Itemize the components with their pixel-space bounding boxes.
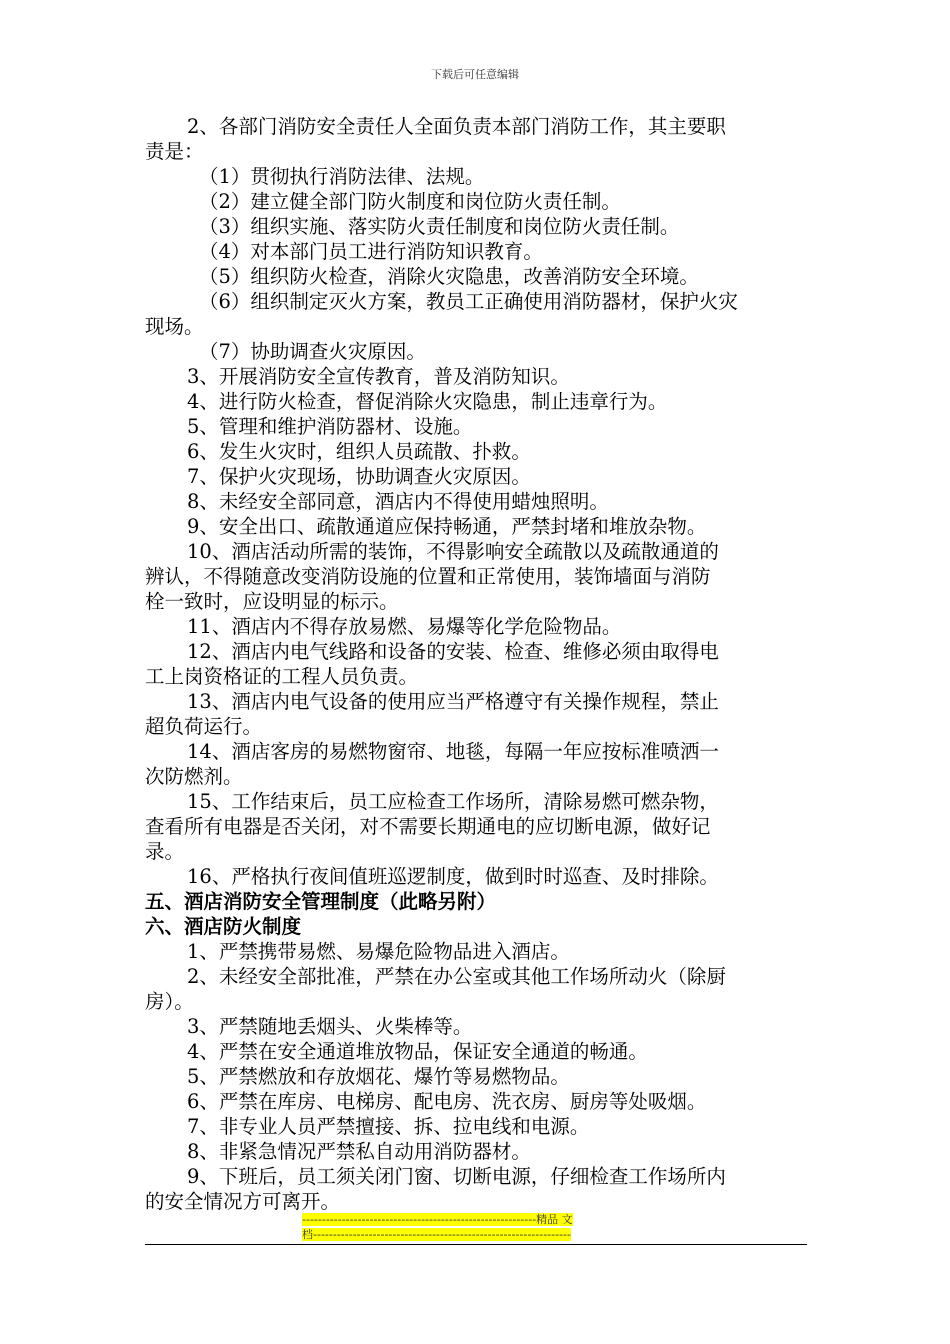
text-line: 现场。 xyxy=(145,315,204,338)
text-line: 15、工作结束后，员工应检查工作场所，清除易燃可燃杂物， xyxy=(187,790,719,813)
text-line: 超负荷运行。 xyxy=(145,715,263,738)
footer-note xyxy=(302,1212,647,1242)
text-line: 5、严禁燃放和存放烟花、爆竹等易燃物品。 xyxy=(187,1065,570,1088)
text-line: （7）协助调查火灾原因。 xyxy=(199,340,426,363)
text-line: 辨认，不得随意改变消防设施的位置和正常使用，装饰墙面与消防 xyxy=(145,565,711,588)
text-line: 6、严禁在库房、电梯房、配电房、洗衣房、厨房等处吸烟。 xyxy=(187,1090,707,1113)
text-line: 7、非专业人员严禁擅接、拆、拉电线和电源。 xyxy=(187,1115,590,1138)
text-line: 8、未经安全部同意，酒店内不得使用蜡烛照明。 xyxy=(187,490,609,513)
text-line: 9、下班后，员工须关闭门窗、切断电源，仔细检查工作场所内 xyxy=(187,1165,726,1188)
text-line: 工上岗资格证的工程人员负责。 xyxy=(145,665,419,688)
text-line: （4）对本部门员工进行消防知识教育。 xyxy=(199,240,543,263)
text-line: 14、酒店客房的易燃物窗帘、地毯，每隔一年应按标准喷洒一 xyxy=(187,740,719,763)
text-line: 10、酒店活动所需的装饰，不得影响安全疏散以及疏散通道的 xyxy=(187,540,719,563)
page-header: 下载后可任意编辑 xyxy=(431,68,519,81)
text-line: 6、发生火灾时，组织人员疏散、扑救。 xyxy=(187,440,531,463)
text-line: 房）。 xyxy=(145,990,194,1013)
document-body xyxy=(145,114,807,1214)
text-line: 4、进行防火检查，督促消除火灾隐患，制止违章行为。 xyxy=(187,390,668,413)
text-line: 12、酒店内电气线路和设备的安装、检查、维修必须由取得电 xyxy=(187,640,719,663)
text-line: 次防燃剂。 xyxy=(145,765,243,788)
text-line: 3、开展消防安全宣传教育，普及消防知识。 xyxy=(187,365,570,388)
text-line: 2、未经安全部批准，严禁在办公室或其他工作场所动火（除厨 xyxy=(187,965,726,988)
text-line: 16、严格执行夜间值班巡逻制度，做到时时巡查、及时排除。 xyxy=(187,865,719,888)
text-line: （6）组织制定灭火方案，教员工正确使用消防器材，保护火灾 xyxy=(199,290,738,313)
text-line: 13、酒店内电气设备的使用应当严格遵守有关操作规程，禁止 xyxy=(187,690,719,713)
text-line: 7、保护火灾现场，协助调查火灾原因。 xyxy=(187,465,531,488)
text-line: 2、各部门消防安全责任人全面负责本部门消防工作，其主要职 xyxy=(187,115,726,138)
footer-rule xyxy=(145,1244,807,1245)
text-line: （3）组织实施、落实防火责任制度和岗位防火责任制。 xyxy=(199,215,680,238)
text-line: 11、酒店内不得存放易燃、易爆等化学危险物品。 xyxy=(187,615,622,638)
footer-line-2: 档----------------------------------------------------------------- xyxy=(302,1228,572,1241)
section-heading: 六、酒店防火制度 xyxy=(145,915,302,938)
text-line: （1）贯彻执行消防法律、法规。 xyxy=(199,165,485,188)
text-line: 8、非紧急情况严禁私自动用消防器材。 xyxy=(187,1140,531,1163)
section-heading: 五、酒店消防安全管理制度（此略另附） xyxy=(145,890,497,913)
text-line: 责是： xyxy=(145,140,204,163)
footer-line-1: -----------------------------------------------------------精品 文 xyxy=(302,1213,573,1226)
text-line: 9、安全出口、疏散通道应保持畅通，严禁封堵和堆放杂物。 xyxy=(187,515,707,538)
text-line: 5、管理和维护消防器材、设施。 xyxy=(187,415,473,438)
text-line: 4、严禁在安全通道堆放物品，保证安全通道的畅通。 xyxy=(187,1040,648,1063)
text-line: 录。 xyxy=(145,840,185,863)
text-line: 查看所有电器是否关闭，对不需要长期通电的应切断电源，做好记 xyxy=(145,815,711,838)
text-line: 1、严禁携带易燃、易爆危险物品进入酒店。 xyxy=(187,940,570,963)
text-line: 3、严禁随地丢烟头、火柴棒等。 xyxy=(187,1015,473,1038)
text-line: （5）组织防火检查，消除火灾隐患，改善消防安全环境。 xyxy=(199,265,699,288)
text-line: 的安全情况方可离开。 xyxy=(145,1190,341,1213)
text-line: （2）建立健全部门防火制度和岗位防火责任制。 xyxy=(199,190,621,213)
text-line: 栓一致时，应设明显的标示。 xyxy=(145,590,399,613)
